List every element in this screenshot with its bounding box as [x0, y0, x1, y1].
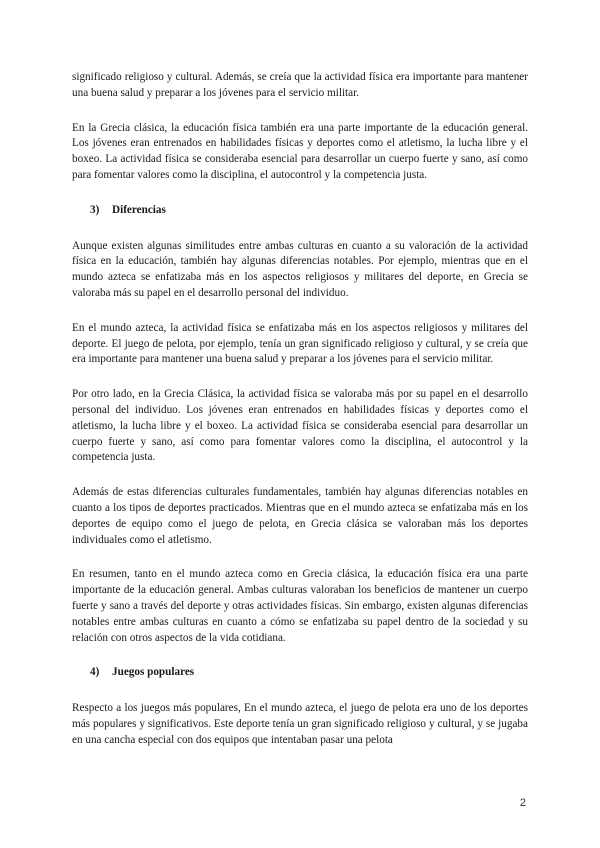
- section-title: Diferencias: [112, 203, 166, 216]
- document-page: [72, 70, 528, 768]
- section-heading-diferencias: [72, 203, 528, 219]
- paragraph-resumen: En resumen, tanto en el mundo azteca como en Grecia clásica, la educación física era una parte importante de la educación general. Ambas culturas valoraban los beneficios de mantener un cuerpo fuerte y sano a través del deporte y otras actividades físicas. Sin embargo, existen algunas diferencias notables entre ambas culturas en cuanto a cómo se enfatizaba su papel dentro de la sociedad y su relación con otros aspectos de la vida cotidiana.: [72, 568, 528, 644]
- paragraph-similitudes: Aunque existen algunas similitudes entre ambas culturas en cuanto a su valoración de la actividad física en la educación, también hay algunas diferencias notables. Por ejemplo, mientras que en el mundo azteca se enfatizaba más en los aspectos religiosos y militares del deporte, en Grecia se valoraba más su papel en el desarrollo personal del individuo.: [72, 239, 528, 299]
- section-title: Juegos populares: [112, 666, 195, 679]
- paragraph-juegos-populares: Respecto a los juegos más populares, En el mundo azteca, el juego de pelota era uno de los deportes más populares y significativos. Este deporte tenía un gran significado religioso y cultural, y se jugaba en una cancha especial con dos equipos que intentaban pasar una pelota: [72, 702, 528, 746]
- section-number: 3): [90, 203, 100, 216]
- paragraph-tipos-deportes: Además de estas diferencias culturales fundamentales, también hay algunas diferencias notables en cuanto a los tipos de deportes practicados. Mientras que en el mundo azteca se enfatizaba más en los deportes de equipo como el juego de pelota, en Grecia clásica se valoraban más los deportes individuales como el atletismo.: [72, 486, 528, 546]
- paragraph-intro-continuation: significado religioso y cultural. Además, se creía que la actividad física era importante para mantener una buena salud y preparar a los jóvenes para el servicio militar.: [72, 71, 528, 99]
- paragraph-grecia-clasica: En la Grecia clásica, la educación física también era una parte importante de la educación general. Los jóvenes eran entrenados en habilidades físicas y deportes como el atletismo, la lucha libre y el boxeo. La actividad física se consideraba esencial para desarrollar un cuerpo fuerte y sano, así como para fomentar valores como la disciplina, el autocontrol y la competencia justa.: [72, 121, 528, 181]
- paragraph-grecia-desarrollo: Por otro lado, en la Grecia Clásica, la actividad física se valoraba más por su papel en el desarrollo personal del individuo. Los jóvenes eran entrenados en habilidades físicas y deportes como el atletismo, la lucha libre y el boxeo. La actividad física se consideraba esencial para desarrollar un cuerpo fuerte y sano, así como para fomentar valores como la disciplina, el autocontrol y la competencia justa.: [72, 388, 528, 464]
- page-number: 2: [519, 797, 526, 809]
- section-heading-juegos-populares: [72, 665, 528, 681]
- paragraph-mundo-azteca: En el mundo azteca, la actividad física se enfatizaba más en los aspectos religiosos y militares del deporte. El juego de pelota, por ejemplo, tenía un gran significado religioso y cultural, y se creía que era importante para mantener una buena salud y preparar a los jóvenes para el servicio militar.: [72, 321, 528, 366]
- section-number: 4): [90, 666, 100, 679]
